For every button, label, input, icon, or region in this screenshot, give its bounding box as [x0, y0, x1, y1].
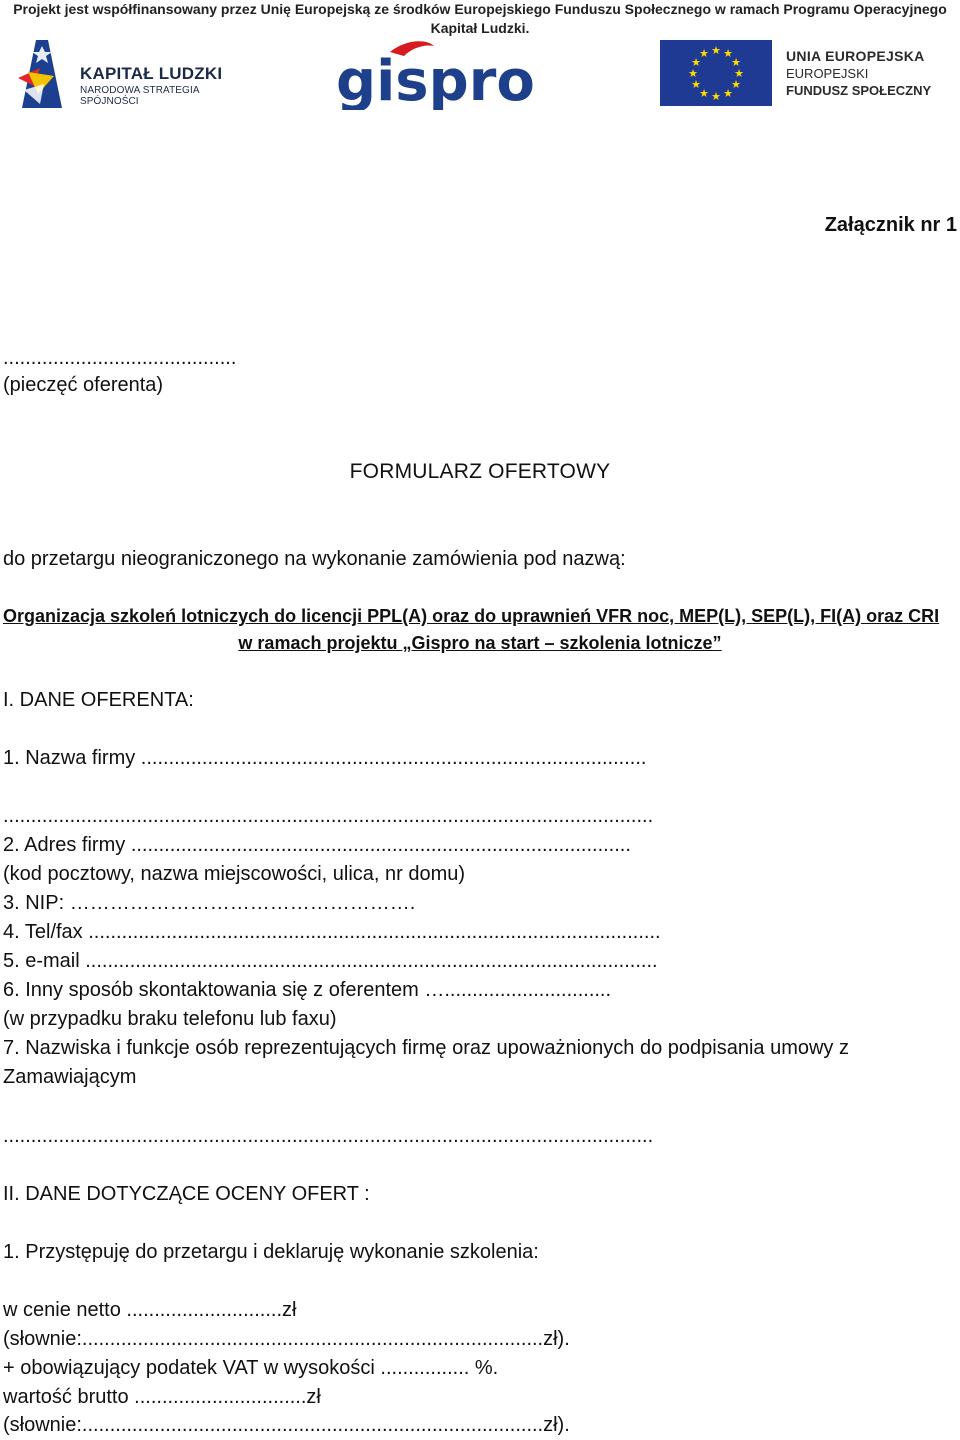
svg-text:★: ★ [723, 47, 733, 60]
svg-text:★: ★ [699, 87, 709, 100]
eu-flag-icon [660, 40, 772, 106]
field-other-contact: 6. Inny sposób skontaktowania się z oferentem ….............................. [3, 979, 612, 1001]
field-address: 2. Adres firmy .......................................................................................... [3, 834, 631, 856]
kapital-ludzki-logo [14, 38, 254, 113]
subject-line-2: w ramach projektu „Gispro na start – szkolenia lotnicze” [238, 633, 722, 653]
stamp-dots: .......................................... [3, 347, 237, 369]
svg-text:★: ★ [731, 56, 741, 69]
eu-logo [660, 38, 950, 110]
svg-text:★: ★ [711, 44, 721, 57]
offer-net-words: (słownie:...................................................................................zł). [3, 1328, 570, 1350]
form-title: FORMULARZ OFERTOWY [349, 460, 611, 483]
offer-declaration: 1. Przystępuję do przetargu i deklaruję wykonanie szkolenia: [3, 1241, 539, 1263]
svg-text:★: ★ [691, 78, 701, 91]
field-tel-fax: 4. Tel/fax ....................................................................................................... [3, 921, 661, 943]
offer-gross-words: (słownie:...................................................................................zł). [3, 1414, 570, 1436]
subject-line-1: Organizacja szkoleń lotniczych do licencji PPL(A) oraz do uprawnień VFR noc, MEP(L), SEP(L), FI(A) oraz CRI [3, 606, 940, 626]
eu-line-1: UNIA EUROPEJSKA [786, 48, 925, 64]
field-representatives-continued: Zamawiającym [3, 1066, 137, 1088]
field-company-name-continued: ..................................................................................................................... [3, 805, 654, 827]
field-address-note: (kod pocztowy, nazwa miejscowości, ulica, nr domu) [3, 863, 466, 885]
offer-net-price: w cenie netto ............................zł [3, 1299, 297, 1321]
gispro-wordmark [334, 38, 544, 110]
offer-gross-value: wartość brutto ...............................zł [3, 1386, 321, 1408]
intro-text: do przetargu nieograniczonego na wykonanie zamówienia pod nazwą: [3, 548, 626, 570]
eu-line-3: FUNDUSZ SPOŁECZNY [786, 83, 932, 98]
svg-text:★: ★ [688, 67, 698, 80]
svg-text:★: ★ [723, 87, 733, 100]
section-2-title: II. DANE DOTYCZĄCE OCENY OFERT : [3, 1183, 370, 1205]
kapital-ludzki-title: KAPITAŁ LUDZKI [80, 64, 223, 83]
svg-text:★: ★ [711, 90, 721, 103]
field-company-name: 1. Nazwa firmy ........................................................................................... [3, 747, 647, 769]
eu-text [786, 48, 931, 99]
field-other-contact-note: (w przypadku braku telefonu lub faxu) [3, 1008, 337, 1030]
attachment-label: Załącznik nr 1 [824, 214, 957, 236]
svg-text:★: ★ [734, 67, 744, 80]
kapital-ludzki-emblem-icon [14, 38, 74, 113]
svg-text:★: ★ [699, 47, 709, 60]
cofinancing-note: Projekt jest współfinansowany przez Unię Europejską ze środków Europejskiego Funduszu Społecznego w ramach Programu Operacyjnego Kapitał Ludzki. [13, 1, 947, 36]
field-representatives: 7. Nazwiska i funkcje osób reprezentujących firmę oraz upoważnionych do podpisania umowy z [3, 1037, 849, 1059]
section-1-title: I. DANE OFERENTA: [3, 689, 194, 711]
kapital-ludzki-subtitle: NARODOWA STRATEGIA SPÓJNOŚCI [80, 85, 200, 107]
gispro-logo [334, 38, 544, 110]
field-representatives-dots: ..................................................................................................................... [3, 1125, 654, 1147]
logo-bar [0, 38, 960, 116]
gispro-text: gispro [336, 49, 535, 110]
field-nip: 3. NIP: ……………………………………………. [3, 892, 416, 914]
offer-vat: + obowiązujący podatek VAT w wysokości ................ %. [3, 1357, 499, 1379]
eu-line-2: EUROPEJSKI [786, 66, 869, 81]
svg-text:★: ★ [691, 56, 701, 69]
stamp-label: (pieczęć oferenta) [3, 374, 164, 396]
field-email: 5. e-mail ....................................................................................................... [3, 950, 658, 972]
svg-text:★: ★ [731, 78, 741, 91]
